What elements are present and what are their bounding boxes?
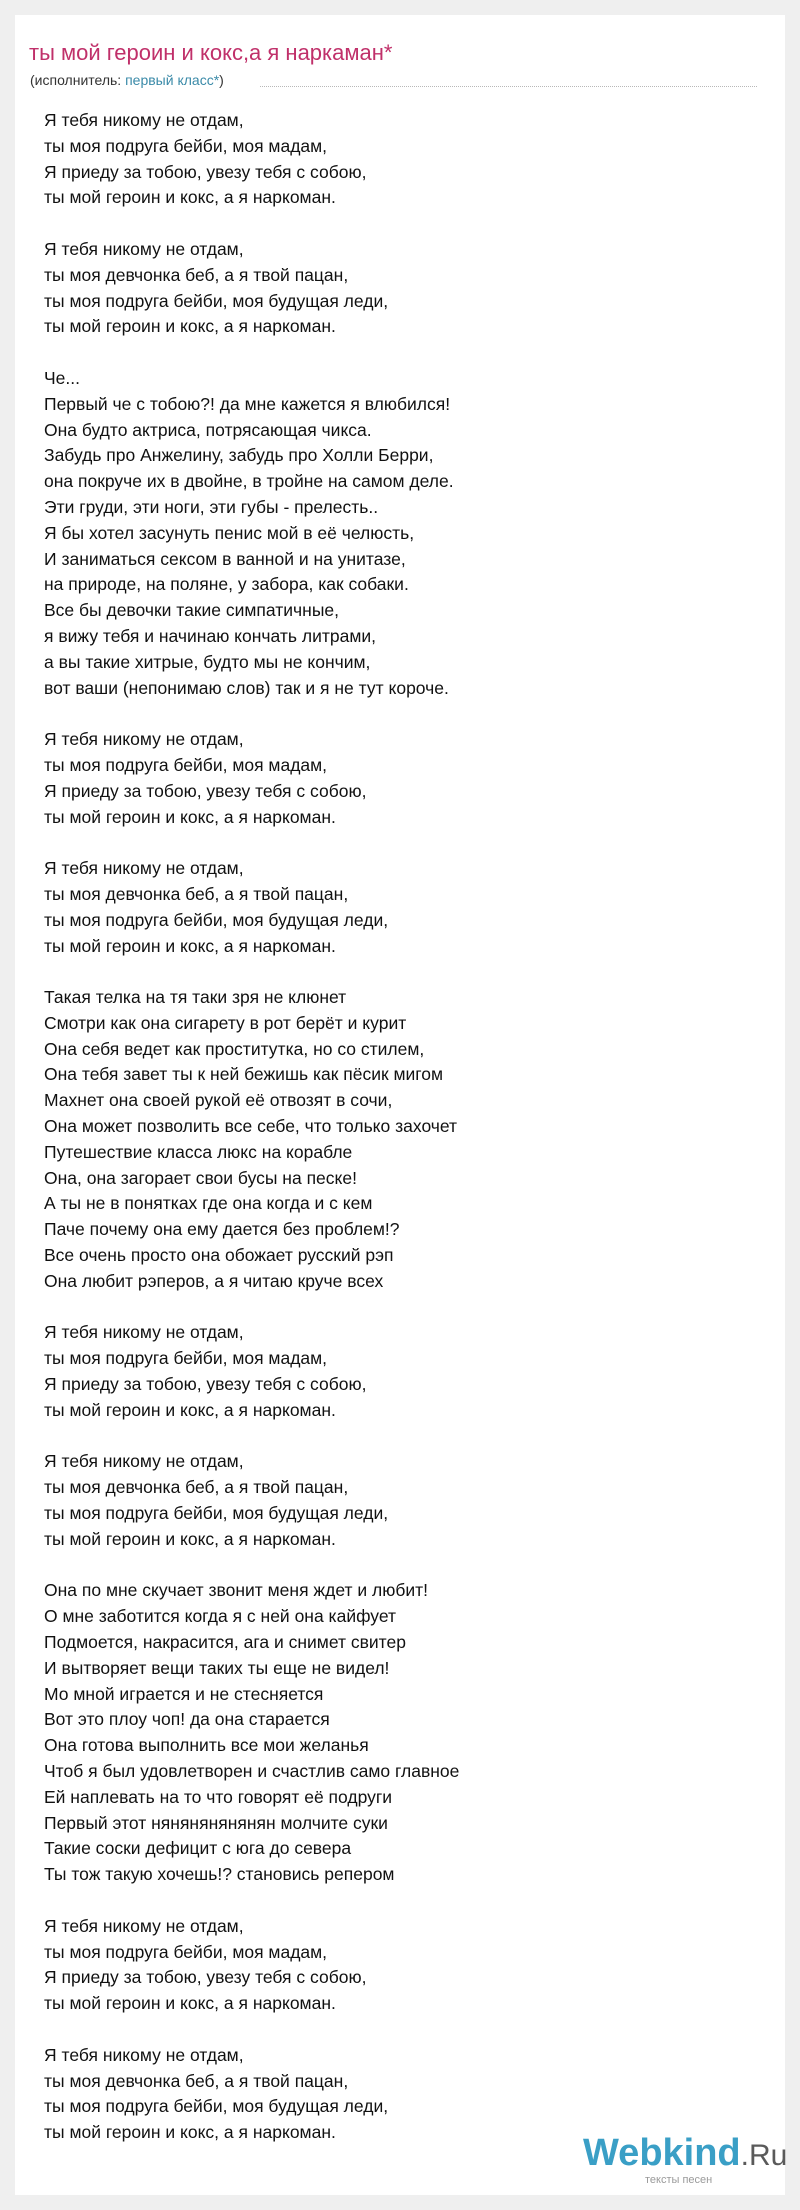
lyric-line: И заниматься сексом в ванной и на унитазе, xyxy=(44,548,406,569)
lyric-line: ты моя подруга бейби, моя мадам, xyxy=(44,1941,328,1962)
lyric-line: Я приеду за тобою, увезу тебя с собою, xyxy=(44,1967,367,1988)
lyric-line: Я приеду за тобою, увезу тебя с собою, xyxy=(44,1374,367,1395)
lyric-line: ты моя подруга бейби, моя будущая леди, xyxy=(44,2096,389,2117)
lyric-line: я вижу тебя и начинаю кончать литрами, xyxy=(44,625,377,646)
lyric-line: Ты тож такую хочешь!? становись репером xyxy=(44,1864,395,1885)
lyric-line: Она любит рэперов, а я читаю круче всех xyxy=(44,1270,384,1291)
artist-link[interactable]: первый класс* xyxy=(125,72,220,88)
stanza-gap xyxy=(44,2017,744,2043)
lyric-line: ты мой героин и кокс, а я наркоман. xyxy=(44,806,336,827)
lyric-line: Мо мной играется и не стесняется xyxy=(44,1683,324,1704)
lyric-line: И вытворяет вещи таких ты еще не видел! xyxy=(44,1657,390,1678)
lyric-line: Че... xyxy=(44,367,80,388)
lyric-line: Я тебя никому не отдам, xyxy=(44,2044,244,2065)
lyric-line: Я тебя никому не отдам, xyxy=(44,1915,244,1936)
logo-tld: .Ru xyxy=(740,2139,788,2172)
artist-suffix: ) xyxy=(219,72,224,88)
lyric-line: Смотри как она сигарету в рот берёт и курит xyxy=(44,1012,407,1033)
lyric-line: О мне заботится когда я с ней она кайфует xyxy=(44,1606,397,1627)
lyric-line: Я бы хотел засунуть пенис мой в её челюсть, xyxy=(44,522,415,543)
lyric-line: ты моя подруга бейби, моя будущая леди, xyxy=(44,909,389,930)
title-divider xyxy=(260,86,757,87)
lyric-line: ты мой героин и кокс, а я наркоман. xyxy=(44,316,336,337)
stanza-gap xyxy=(44,1295,744,1321)
logo-brand: Webkind xyxy=(583,2132,741,2174)
lyric-line: Эти груди, эти ноги, эти губы - прелесть.. xyxy=(44,496,379,517)
lyric-line: ты моя подруга бейби, моя мадам, xyxy=(44,1348,328,1369)
lyric-line: ты мой героин и кокс, а я наркоман. xyxy=(44,935,336,956)
lyric-line: ты моя подруга бейби, моя мадам, xyxy=(44,754,328,775)
lyric-line: Я приеду за тобою, увезу тебя с собою, xyxy=(44,780,367,801)
lyric-line: вот ваши (непонимаю слов) так и я не тут короче. xyxy=(44,677,449,698)
stanza-gap xyxy=(44,340,744,366)
logo-wordmark xyxy=(583,2132,787,2177)
lyric-line: на природе, на поляне, у забора, как собаки. xyxy=(44,574,409,595)
lyric-line: Я приеду за тобою, увезу тебя с собою, xyxy=(44,161,367,182)
lyrics-body xyxy=(44,108,744,2146)
lyric-line: Я тебя никому не отдам, xyxy=(44,858,244,879)
lyric-line: Паче почему она ему дается без проблем!? xyxy=(44,1219,400,1240)
lyric-line: Она тебя завет ты к ней бежишь как пёсик мигом xyxy=(44,1064,444,1085)
lyric-line: а вы такие хитрые, будто мы не кончим, xyxy=(44,651,371,672)
lyric-line: Все очень просто она обожает русский рэп xyxy=(44,1245,394,1266)
lyric-line: Она может позволить все себе, что только захочет xyxy=(44,1116,458,1137)
lyric-line: Вот это плоу чоп! да она старается xyxy=(44,1709,330,1730)
lyric-line: Махнет она своей рукой её отвозят в сочи, xyxy=(44,1090,393,1111)
site-logo[interactable] xyxy=(583,2132,788,2192)
stanza-gap xyxy=(44,1888,744,1914)
lyric-line: ты мой героин и кокс, а я наркоман. xyxy=(44,1993,336,2014)
lyric-line: Я тебя никому не отдам, xyxy=(44,729,244,750)
stanza-gap xyxy=(44,211,744,237)
lyric-line: ты моя девчонка беб, а я твой пацан, xyxy=(44,1477,349,1498)
lyric-line: Ей наплевать на то что говорят её подруги xyxy=(44,1786,393,1807)
lyric-line: она покруче их в двойне, в тройне на самом деле. xyxy=(44,471,454,492)
lyric-line: ты моя подруга бейби, моя будущая леди, xyxy=(44,1503,389,1524)
lyric-line: Такие соски дефицит с юга до севера xyxy=(44,1838,352,1859)
lyric-line: А ты не в понятках где она когда и с кем xyxy=(44,1193,373,1214)
stanza-gap xyxy=(44,701,744,727)
lyric-line: ты моя девчонка беб, а я твой пацан, xyxy=(44,264,349,285)
stanza-gap xyxy=(44,830,744,856)
lyric-line: Первый че с тобою?! да мне кажется я влюбился! xyxy=(44,393,451,414)
lyric-line: Она, она загорает свои бусы на песке! xyxy=(44,1167,357,1188)
lyric-line: ты моя подруга бейби, моя мадам, xyxy=(44,135,328,156)
lyric-line: Я тебя никому не отдам, xyxy=(44,110,244,130)
lyric-line: Чтоб я был удовлетворен и счастлив само главное xyxy=(44,1761,460,1781)
lyric-line: Она будто актриса, потрясающая чикса. xyxy=(44,419,372,440)
lyric-line: Такая телка на тя таки зря не клюнет xyxy=(44,987,347,1008)
lyric-line: ты мой героин и кокс, а я наркоман. xyxy=(44,187,336,208)
lyric-line: Первый этот нянянянянянян молчите суки xyxy=(44,1812,388,1833)
logo-tagline: тексты песен xyxy=(645,2174,713,2186)
lyric-line: ты мой героин и кокс, а я наркоман. xyxy=(44,1399,336,1420)
lyric-line: ты моя девчонка беб, а я твой пацан, xyxy=(44,883,349,904)
lyric-line: ты моя девчонка беб, а я твой пацан, xyxy=(44,2070,349,2091)
lyric-line: ты мой героин и кокс, а я наркоман. xyxy=(44,2122,336,2143)
lyric-line: ты мой героин и кокс, а я наркоман. xyxy=(44,1528,336,1549)
lyric-line: Я тебя никому не отдам, xyxy=(44,1451,244,1472)
lyric-line: Забудь про Анжелину, забудь про Холли Берри, xyxy=(44,445,434,466)
lyric-line: Я тебя никому не отдам, xyxy=(44,1322,244,1343)
lyric-line: Я тебя никому не отдам, xyxy=(44,238,244,259)
lyric-line: Она готова выполнить все мои желанья xyxy=(44,1735,369,1756)
song-title: ты мой героин и кокс,а я наркаман* xyxy=(29,40,393,65)
lyric-line: Все бы девочки такие симпатичные, xyxy=(44,600,339,621)
artist-line xyxy=(30,72,224,89)
lyric-line: Она себя ведет как проститутка, но со стилем, xyxy=(44,1038,425,1059)
lyric-line: Путешествие класса люкс на корабле xyxy=(44,1141,353,1162)
lyric-line: Подмоется, накрасится, ага и снимет свитер xyxy=(44,1632,406,1653)
stanza-gap xyxy=(44,1553,744,1579)
stanza-gap xyxy=(44,1424,744,1450)
lyric-line: ты моя подруга бейби, моя будущая леди, xyxy=(44,290,389,311)
artist-prefix: (исполнитель: xyxy=(30,72,126,88)
stanza-gap xyxy=(44,959,744,985)
lyric-line: Она по мне скучает звонит меня ждет и любит! xyxy=(44,1580,429,1601)
